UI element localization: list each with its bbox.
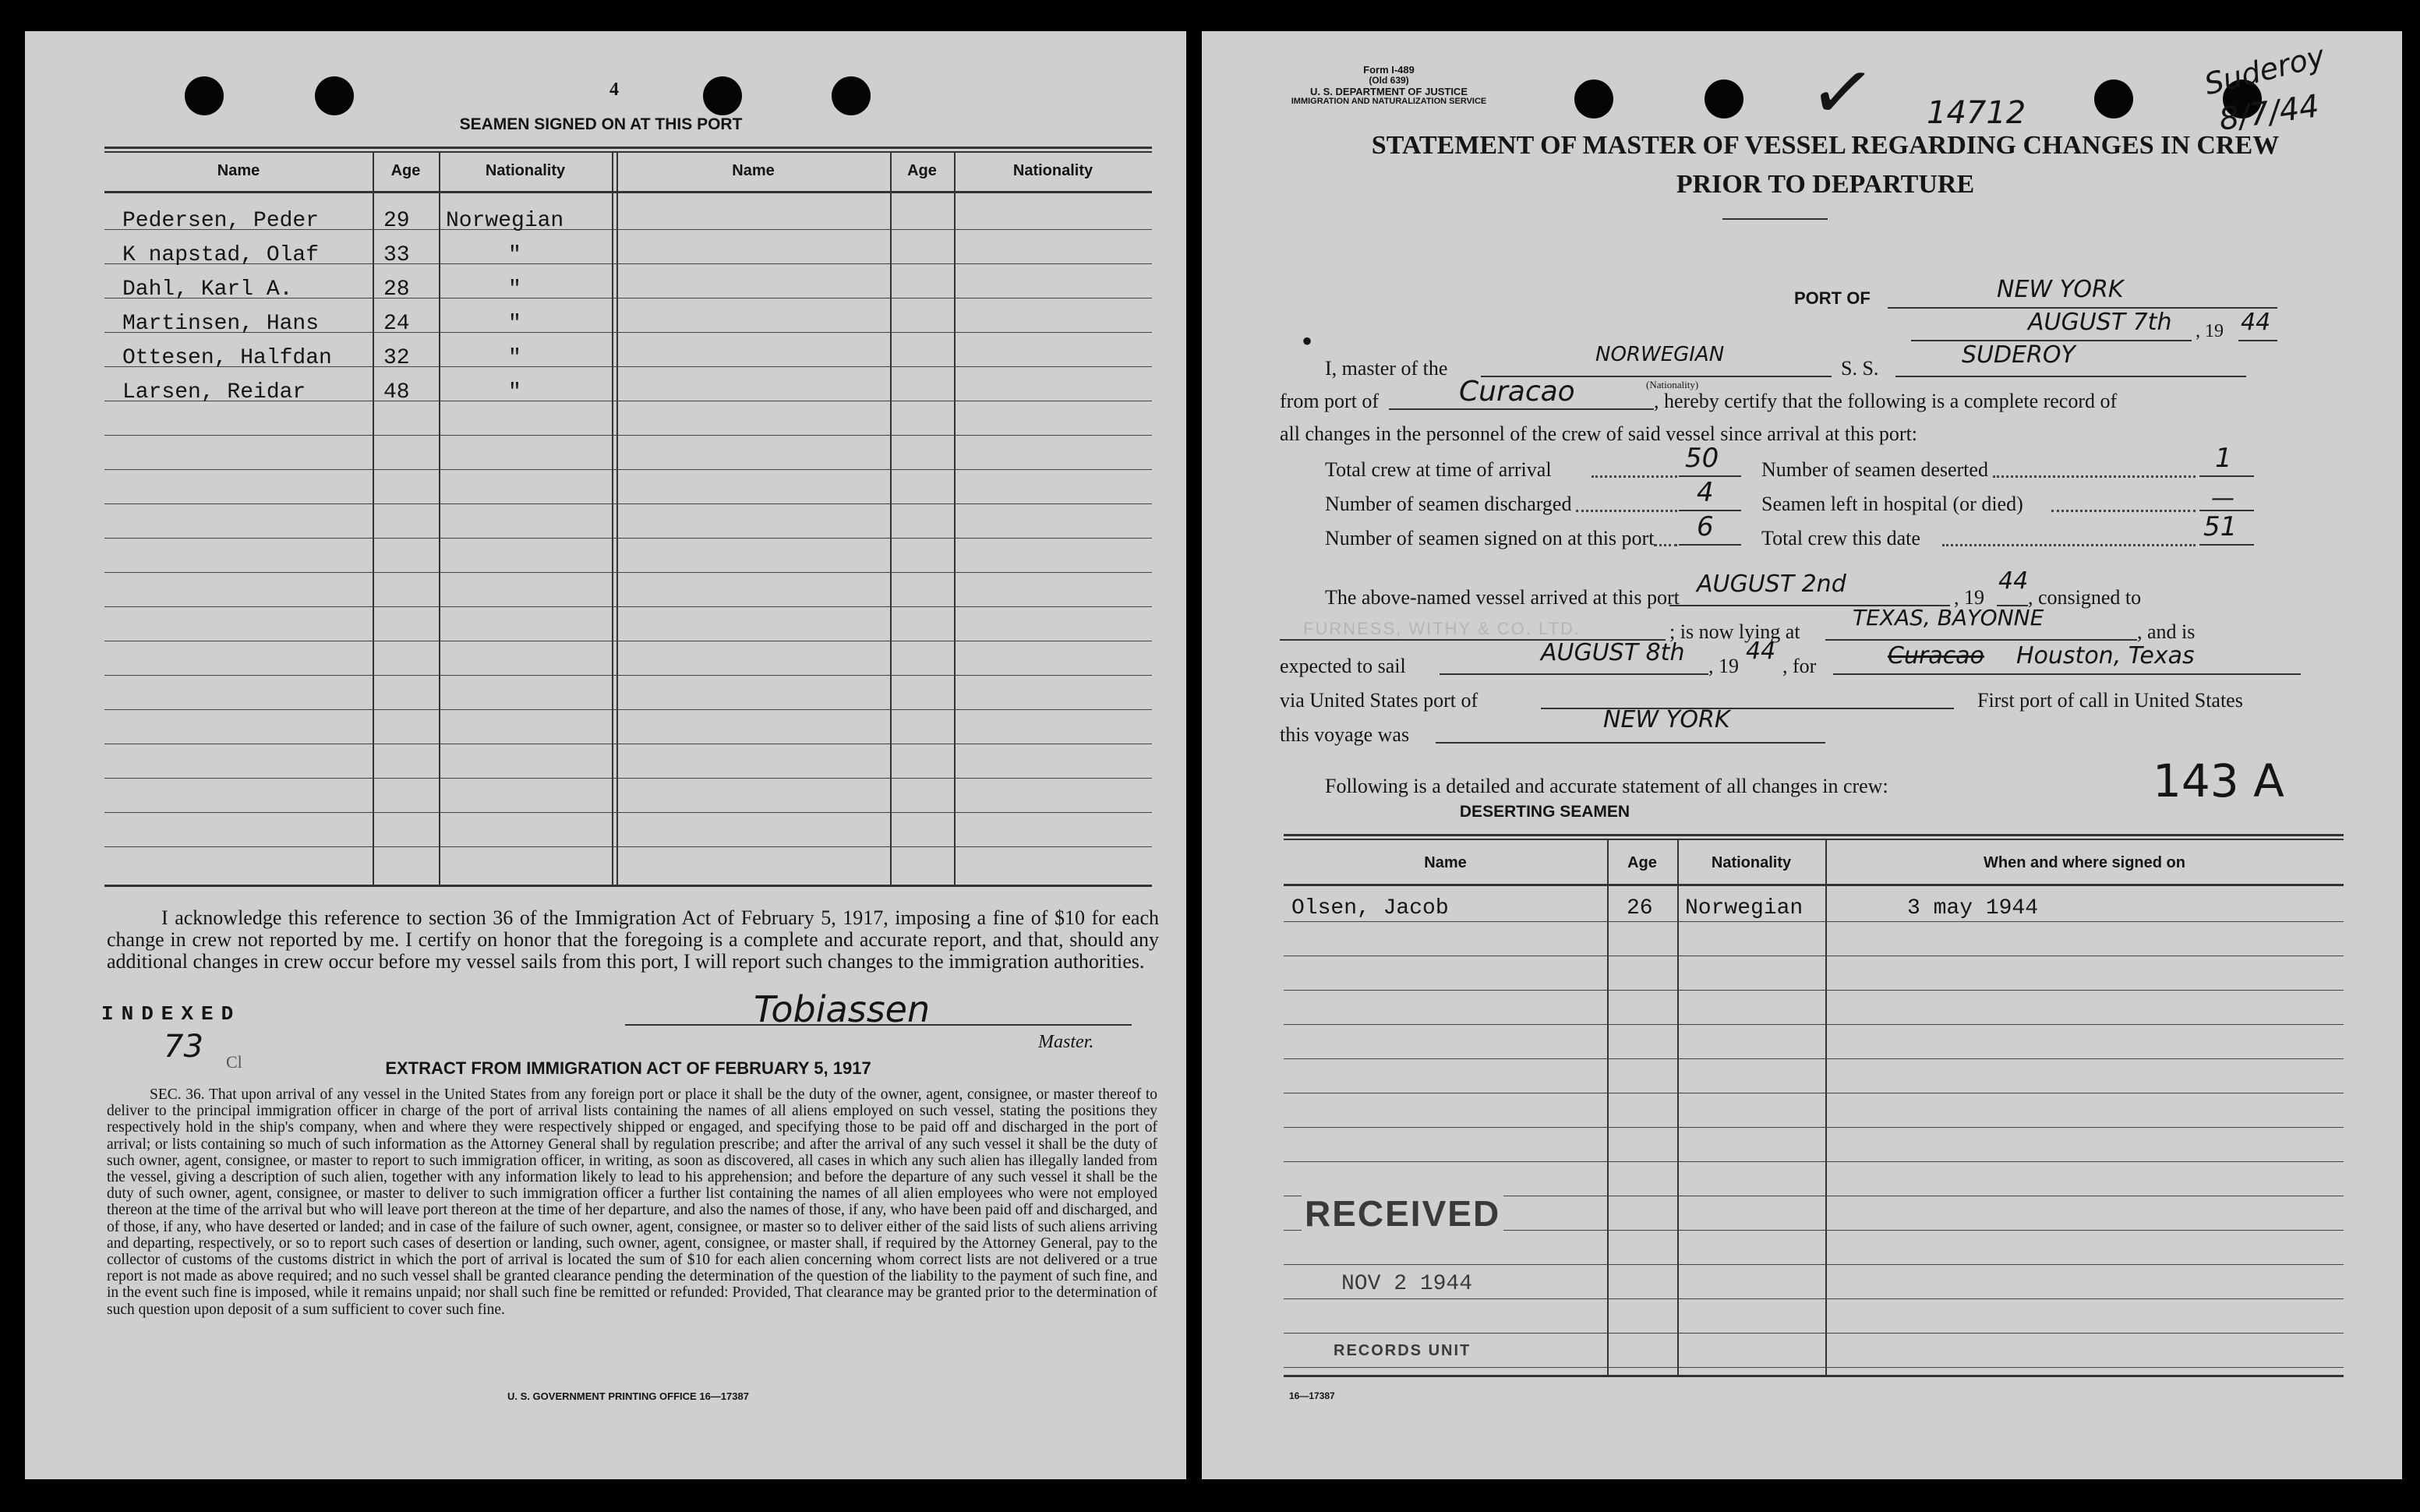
master-label: Master. (1038, 1032, 1094, 1052)
discharged-value: 4 (1697, 477, 1714, 508)
binder-hole (315, 76, 354, 115)
column-header: Nationality (1711, 854, 1792, 871)
binder-hole (703, 76, 742, 115)
arrived-year: 44 (1998, 567, 2029, 595)
total-crew-arrival-value: 50 (1685, 443, 1719, 474)
table-rule (104, 709, 1152, 710)
acknowledgment-text: I acknowledge this reference to section 36 of the Immigration Act of February 5, 1917, imposing a fine of $10 for each change in crew not reported by me. I certify on honor that the foregoing is a complete and accurate report, and that, should any additional changes in crew occur before my vessel sails from this port, I will report such changes to the immigration authorities. (107, 906, 1159, 973)
table-rule (104, 469, 1152, 470)
nationality-caption: (Nationality) (1646, 379, 1699, 390)
table-rule (1284, 1024, 2344, 1025)
table-cell-nationality: Norwegian (1685, 896, 1804, 920)
date-value: AUGUST 7th (2028, 309, 2172, 336)
certify-text: , hereby certify that the following is a complete record of (1654, 390, 2118, 412)
from-port-label: from port of (1280, 390, 1380, 412)
table-rule (1284, 921, 2344, 922)
table-cell-age: 32 (383, 346, 410, 370)
total-crew-date-label: Total crew this date (1761, 527, 1920, 549)
table-rule (104, 503, 1152, 504)
column-header: Age (907, 162, 937, 179)
table-row: Dahl, Karl A. (122, 277, 293, 302)
department-name: U. S. DEPARTMENT OF JUSTICE (1310, 86, 1468, 97)
table-cell-nationality: " (508, 243, 521, 267)
via-label: via United States port of (1280, 689, 1478, 712)
table-row: Ottesen, Halfdan (122, 346, 332, 370)
deserted-label: Number of seamen deserted (1761, 458, 1988, 481)
table-rule (1284, 1264, 2344, 1265)
table-cell-signed-on: 3 may 1944 (1907, 896, 2039, 920)
table-cell-nationality: Norwegian (446, 209, 564, 233)
left-page (25, 31, 1186, 1479)
table-rule (104, 675, 1152, 676)
table-rule (1284, 1161, 2344, 1162)
sail-year-prefix: , 19 (1708, 655, 1739, 677)
ship-name: SUDEROY (1962, 341, 2076, 369)
table-rule (1284, 1058, 2344, 1059)
records-unit: RECORDS UNIT (1330, 1342, 1474, 1360)
table-rule (1284, 1298, 2344, 1299)
table-row: K napstad, Olaf (122, 243, 320, 267)
table-cell-age: 29 (383, 209, 410, 233)
clerk-stamp-fragment: Cl (226, 1052, 242, 1072)
table-rule (104, 572, 1152, 573)
consigned-label: , consigned to (2028, 586, 2142, 609)
binder-hole (832, 76, 871, 115)
binder-hole (1574, 79, 1613, 118)
section-title: SEAMEN SIGNED ON AT THIS PORT (459, 115, 743, 133)
corner-note-ship: Suderoy (2201, 38, 2329, 102)
arrived-value: AUGUST 2nd (1697, 571, 1846, 598)
port-of-label: PORT OF (1794, 288, 1871, 308)
total-crew-arrival-label: Total crew at time of arrival (1325, 458, 1552, 481)
table-cell-nationality: " (508, 312, 521, 336)
certify-text-continued: all changes in the personnel of the crew of said vessel since arrival at this port: (1280, 422, 1918, 445)
table-cell-nationality: " (508, 346, 521, 370)
table-rule (104, 538, 1152, 539)
arrived-year-prefix: , 19 (1954, 586, 1984, 609)
table-rule (104, 606, 1152, 607)
signed-on-value: 6 (1697, 511, 1714, 542)
for-label: , for (1782, 655, 1817, 677)
year-prefix: , 19 (2196, 321, 2224, 341)
hospital-value: — (2211, 485, 2235, 512)
signed-on-label: Number of seamen signed on at this port (1325, 527, 1655, 549)
table-cell-age: 33 (383, 243, 410, 267)
total-crew-date-value: 51 (2203, 511, 2238, 542)
table-row: Martinsen, Hans (122, 312, 320, 336)
column-header: Name (1424, 854, 1467, 871)
indexed-stamp: INDEXED (101, 1002, 242, 1026)
handwritten-number: 143 A (2153, 754, 2284, 807)
index-mark: 73 (164, 1029, 203, 1065)
table-cell-age: 26 (1627, 896, 1653, 920)
corner-note-date: 8/7/44 (2217, 88, 2322, 138)
right-page (1202, 31, 2402, 1479)
printer-line: U. S. GOVERNMENT PRINTING OFFICE 16—17387 (507, 1390, 749, 1402)
extract-title: EXTRACT FROM IMMIGRATION ACT OF FEBRUARY 5, 1917 (385, 1058, 871, 1078)
table-row: Olsen, Jacob (1291, 896, 1449, 920)
table-rule (1284, 1367, 2344, 1368)
form-old-number: (Old 639) (1369, 75, 1409, 86)
arrived-label: The above-named vessel arrived at this port (1325, 586, 1680, 609)
sail-year: 44 (1746, 638, 1776, 665)
table-rule (1284, 1333, 2344, 1334)
column-header: Nationality (1012, 162, 1093, 179)
column-header: Name (217, 162, 260, 179)
destination-struck: Curacao (1888, 642, 1984, 669)
bullet: • (1302, 323, 1313, 359)
expected-label: expected to sail (1280, 655, 1406, 677)
table-row: Larsen, Reidar (122, 380, 306, 404)
master-signature: Tobiassen (754, 988, 931, 1030)
ss-label: S. S. (1841, 357, 1879, 380)
table-cell-nationality: " (508, 277, 521, 302)
printer-code: 16—17387 (1289, 1390, 1335, 1401)
service-name: IMMIGRATION AND NATURALIZATION SERVICE (1291, 97, 1487, 106)
binder-hole (1705, 79, 1743, 118)
sail-value: AUGUST 8th (1541, 639, 1685, 666)
form-number: Form I-489 (1363, 64, 1415, 76)
deserting-title: DESERTING SEAMEN (1459, 803, 1630, 821)
table-row: Pedersen, Peder (122, 209, 320, 233)
page-number: 4 (609, 79, 619, 100)
column-header: Age (390, 162, 421, 179)
table-rule (1284, 1127, 2344, 1128)
date-year: 44 (2241, 309, 2271, 336)
binder-hole (2094, 79, 2133, 118)
table-rule (104, 812, 1152, 813)
nationality-value: NORWEGIAN (1595, 343, 1725, 366)
from-port-value: Curacao (1459, 376, 1575, 408)
check-mark: ✓ (1804, 42, 1881, 143)
table-cell-nationality: " (508, 380, 521, 404)
discharged-label: Number of seamen discharged (1325, 493, 1572, 515)
received-date: NOV 2 1944 (1338, 1272, 1475, 1296)
form-title: STATEMENT OF MASTER OF VESSEL REGARDING CHANGES IN CREW (1371, 131, 2280, 160)
consignee-faint: FURNESS, WITHY & CO. LTD. (1303, 619, 1581, 638)
column-header: Name (732, 162, 775, 179)
table-cell-age: 24 (383, 312, 410, 336)
table-rule (104, 846, 1152, 847)
table-rule (104, 778, 1152, 779)
table-rule (104, 435, 1152, 436)
received-stamp: RECEIVED (1302, 1192, 1503, 1235)
table-rule (1284, 990, 2344, 991)
port-of-value: NEW YORK (1997, 276, 2124, 303)
voyage-label: this voyage was (1280, 723, 1410, 746)
first-port-value: NEW YORK (1603, 706, 1730, 733)
binder-hole (185, 76, 224, 115)
first-port-label: First port of call in United States (1977, 689, 2243, 712)
extract-text: SEC. 36. That upon arrival of any vessel in the United States from any foreign port or place it shall be the duty of the owner, agent, consignee, or master thereof to deliver to the principal immigration officer in charge of the port of arrival lists containing the names of all aliens employed on such vessel, stating the positions they respectively hold in the ship's company, when and where they were respectively shipped or engaged, and specifying those to be paid off and discharged in the port of arrival; or lists containing so much of such information as the Attorney General shall by regulation prescribe; and after the arrival of any such vessel it shall be the duty of such owner, agent, consignee, or master to report to such immigration officer, in writing, as soon as discovered, all cases in which any such alien has illegally landed from the vessel, giving a description of such alien, together with any information likely to lead to his apprehension; and before the departure of any such vessel it shall be the duty of such owner, agent, consignee, or master to deliver to such immigration officer a further list containing the names of all alien employees who were not employed thereon at the time of the arrival but who will leave port thereon at the time of her departure, and also the names of those, if any, who have been paid off and discharged, and of those, if any, who have deserted or landed; and in case of the failure of such owner, agent, consignee, or master so to deliver either of the said lists of such aliens arriving and departing, respectively, or so to report such cases of desertion or landing, such owner, agent, consignee, or master shall, if required by the Attorney General, pay to the collector of customs of the customs district in which the port of arrival is located the sum of $10 for each alien concerning whom correct lists are not delivered or a true report is not made as above required; and no such vessel shall be granted clearance pending the determination of the question of the liability to the payment of such fine, and in the event such fine is imposed, while it remains unpaid; nor shall such fine be remitted or refunded: Provided, That clearance may be granted prior to the determination of such question upon deposit of a sum sufficient to cover such fine. (107, 1086, 1157, 1318)
form-subtitle: PRIOR TO DEPARTURE (1676, 170, 1975, 199)
file-number: 14712 (1927, 95, 2026, 131)
table-cell-age: 28 (383, 277, 410, 302)
destination-value: Houston, Texas (2016, 642, 2195, 669)
column-header: Nationality (485, 162, 566, 179)
table-cell-age: 48 (383, 380, 410, 404)
column-header: Age (1627, 854, 1657, 871)
lying-label: ; is now lying at (1669, 620, 1800, 643)
following-label: Following is a detailed and accurate statement of all changes in crew: (1325, 775, 1888, 797)
column-header: When and where signed on (1984, 854, 2185, 871)
master-of-label: I, master of the (1325, 357, 1448, 380)
hospital-label: Seamen left in hospital (or died) (1761, 493, 2023, 515)
and-is-label: , and is (2137, 620, 2196, 643)
lying-value: TEXAS, BAYONNE (1853, 605, 2044, 631)
deserted-value: 1 (2215, 443, 2232, 474)
